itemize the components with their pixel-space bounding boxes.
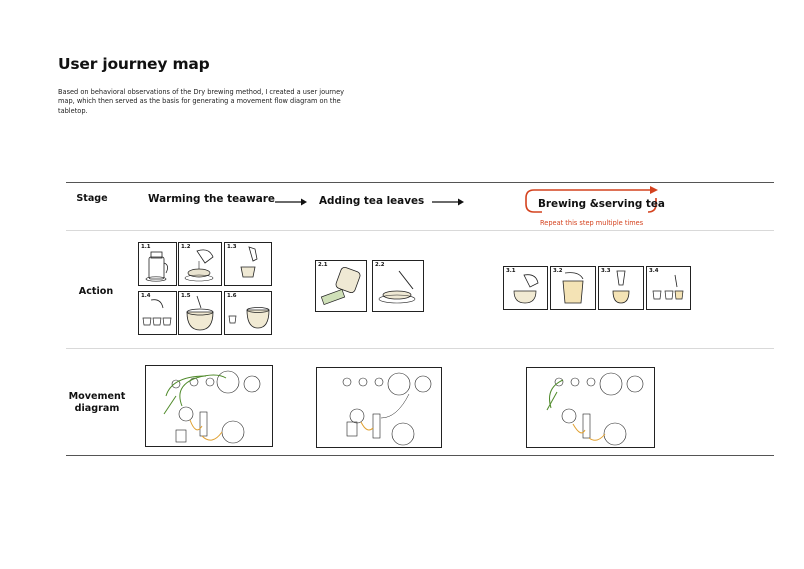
- flow-diagram: [146, 366, 272, 446]
- action-panel: 3.3: [598, 266, 644, 310]
- flow-diagram: [527, 368, 654, 447]
- table-top-border: [66, 182, 774, 183]
- scoop-bowl-icon: [373, 261, 423, 311]
- action-panel: 1.6: [224, 291, 272, 335]
- pouring-icon: [179, 243, 221, 285]
- row-divider-action: [66, 348, 774, 349]
- action-panel: 1.1: [138, 242, 177, 286]
- tea-jar-icon: [316, 261, 366, 311]
- bowl-icon: [179, 292, 221, 334]
- action-panel: 2.2: [372, 260, 424, 312]
- cups-icon: [139, 292, 176, 334]
- pour-water-icon: [504, 267, 547, 309]
- stage-brewing: Brewing &serving tea: [538, 198, 665, 210]
- stage-adding: Adding tea leaves: [319, 195, 425, 207]
- row-label-movement: Movement diagram: [68, 391, 126, 414]
- intro-paragraph: Based on behavioral observations of the Dry brewing method, I created a user journey map, which then served as the basis for generating a movement flow diagram on the tabletop.: [58, 88, 345, 115]
- table-bottom-border: [66, 455, 774, 456]
- action-panel: 3.4: [646, 266, 691, 310]
- action-panel: 1.4: [138, 291, 177, 335]
- right-arrow-icon: [275, 197, 307, 207]
- action-panel: 3.2: [550, 266, 596, 310]
- action-panel: 1.2: [178, 242, 222, 286]
- action-panel: 2.1: [315, 260, 367, 312]
- pitcher-icon: [551, 267, 595, 309]
- kettle-icon: [139, 243, 176, 285]
- row-divider-stage: [66, 230, 774, 231]
- movement-diagram-warming: [145, 365, 273, 447]
- stage-warming: Warming the teaware: [148, 193, 275, 205]
- movement-diagram-brewing: [526, 367, 655, 448]
- cups-icon: [647, 267, 690, 309]
- flow-diagram: [317, 368, 441, 447]
- serve-cup-icon: [599, 267, 643, 309]
- action-panel: 3.1: [503, 266, 548, 310]
- action-panel: 1.3: [224, 242, 272, 286]
- action-panel: 1.5: [178, 291, 222, 335]
- page-title: User journey map: [58, 55, 210, 73]
- bowl-cups-icon: [225, 292, 271, 334]
- movement-diagram-adding: [316, 367, 442, 448]
- repeat-note: Repeat this step multiple times: [540, 219, 644, 227]
- right-arrow-icon: [432, 197, 464, 207]
- hand-cup-icon: [225, 243, 271, 285]
- row-label-action: Action: [78, 286, 114, 297]
- row-label-stage: Stage: [76, 193, 108, 204]
